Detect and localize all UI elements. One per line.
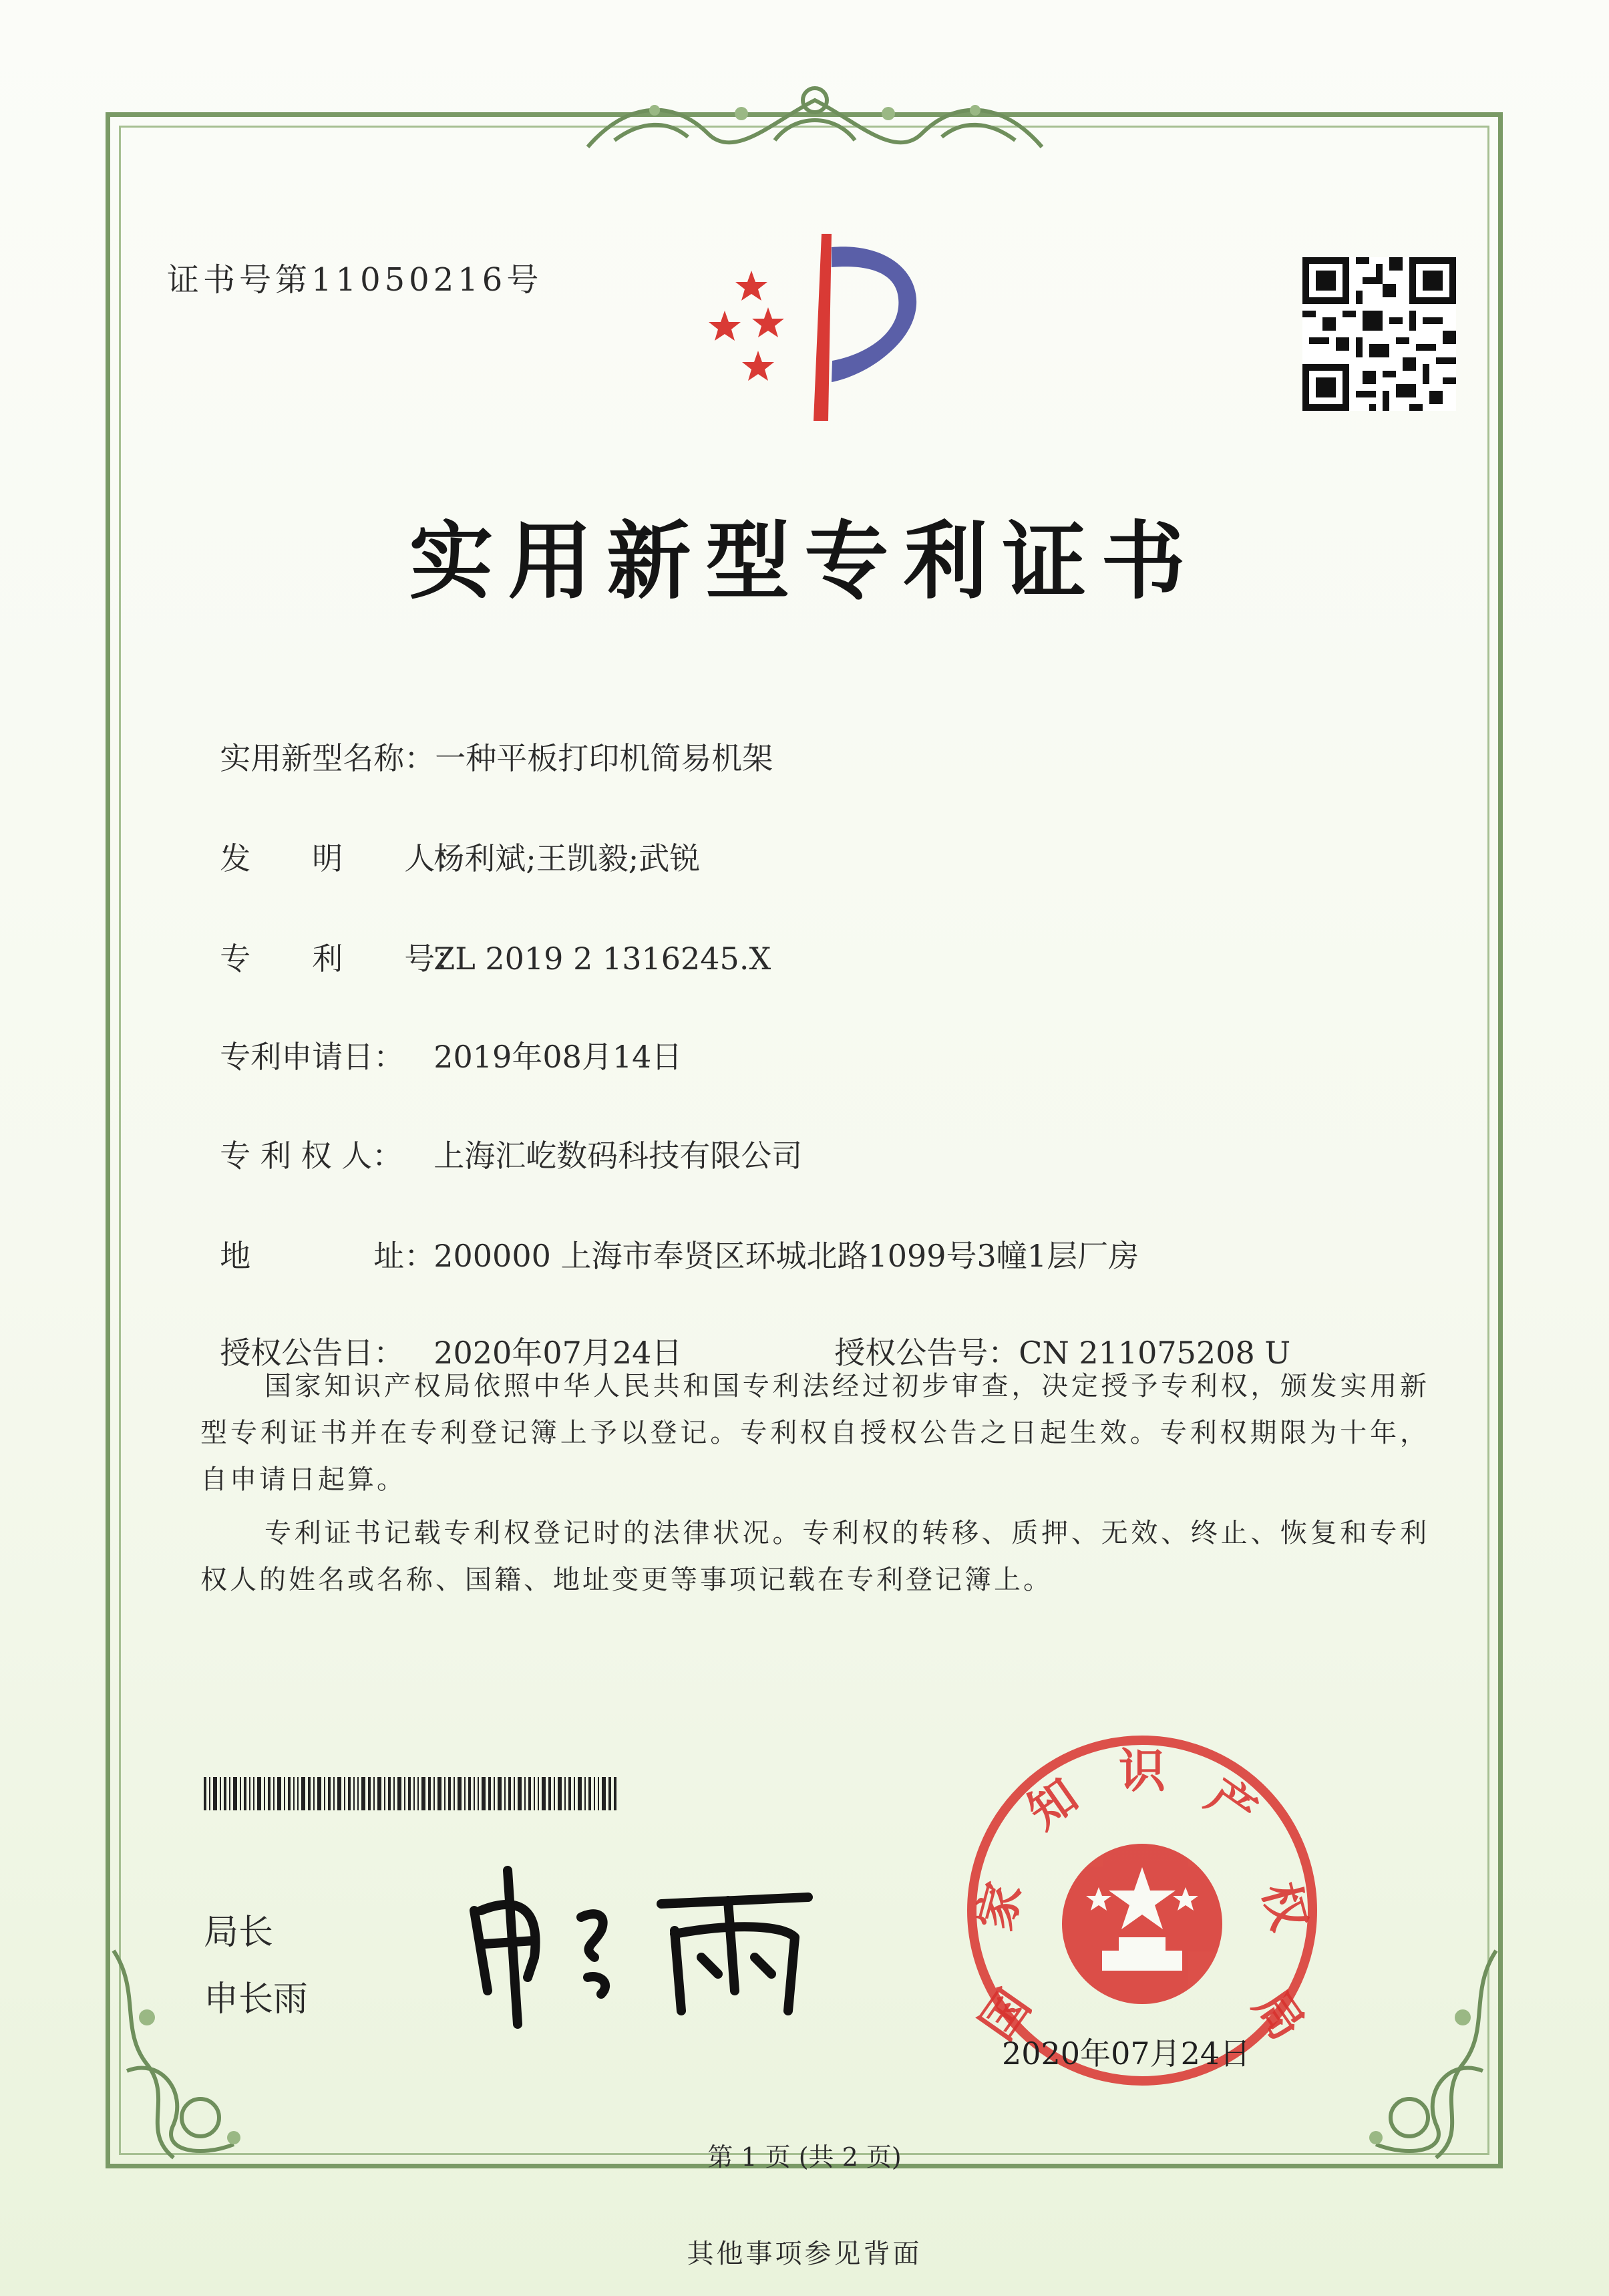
field-utility-model-name (200, 698, 773, 778)
field-grant-number (815, 1293, 1290, 1373)
director-name: 申长雨 (204, 1979, 309, 2019)
certificate-title: 实用新型专利证书 (409, 512, 1200, 611)
field-value: 2020年07月24日 (433, 1335, 683, 1371)
field-value: ZL 2019 2 1316245.X (433, 941, 771, 977)
body-paragraph-2: 专利证书记载专利权登记时的法律状况。专利权的转移、质押、无效、终止、恢复和专利权人的姓名或名称、国籍、地址变更等事项记载在专利登记簿上。 (200, 1518, 1429, 1595)
field-value: 一种平板打印机简易机架 (435, 740, 773, 776)
field-value: CN 211075208 U (1019, 1335, 1291, 1371)
patent-emblem-icon (695, 227, 935, 428)
field-value: 200000 上海市奉贤区环城北路1099号3幢1层厂房 (433, 1238, 1139, 1274)
svg-text:家: 家 (967, 1876, 1033, 1937)
field-patentee (200, 1096, 802, 1176)
footer-note: 其他事项参见背面 (687, 2239, 922, 2269)
field-application-date (200, 997, 682, 1077)
field-label: 地 址： (220, 1238, 435, 1274)
field-value: 杨利斌;王凯毅;武锐 (433, 840, 701, 876)
field-label: 授权公告号： (834, 1335, 1019, 1371)
svg-text:国: 国 (969, 1980, 1042, 2050)
svg-text:识: 识 (1119, 1744, 1166, 1798)
page-indicator: 第 1 页 (共 2 页) (707, 2142, 902, 2172)
field-address (200, 1196, 1139, 1276)
field-label: 专 利 号： (220, 941, 466, 977)
certificate-number: 证书号第11050216号 (167, 261, 543, 299)
field-inventor (200, 798, 700, 878)
field-patent-number (200, 898, 771, 979)
field-label: 实用新型名称： (220, 740, 435, 776)
top-ornament (574, 73, 1055, 167)
svg-text:权: 权 (1252, 1876, 1317, 1937)
field-label: 发 明 人： (220, 840, 466, 876)
field-label: 授权公告日： (220, 1335, 405, 1371)
field-grant-date (200, 1293, 682, 1373)
body-paragraph-1: 国家知识产权局依照中华人民共和国专利法经过初步审查，决定授予专利权，颁发实用新型专利证书并在专利登记簿上予以登记。专利权自授权公告之日起生效。专利权期限为十年，自申请日起算。 (200, 1371, 1429, 1495)
field-label: 专 利 权 人： (220, 1138, 403, 1174)
barcode-icon (204, 1777, 618, 1810)
qr-code-icon (1302, 257, 1456, 411)
svg-text:局: 局 (1242, 1980, 1315, 2050)
field-label: 专利申请日： (220, 1039, 405, 1075)
director-title: 局长 (204, 1913, 274, 1953)
signature-icon (461, 1857, 835, 2031)
svg-text:产: 产 (1196, 1768, 1266, 1840)
seal-date: 2020年07月24日 (1002, 2035, 1251, 2072)
field-value: 上海汇屹数码科技有限公司 (433, 1138, 803, 1174)
svg-text:知: 知 (1018, 1768, 1088, 1840)
field-value: 2019年08月14日 (433, 1039, 683, 1075)
